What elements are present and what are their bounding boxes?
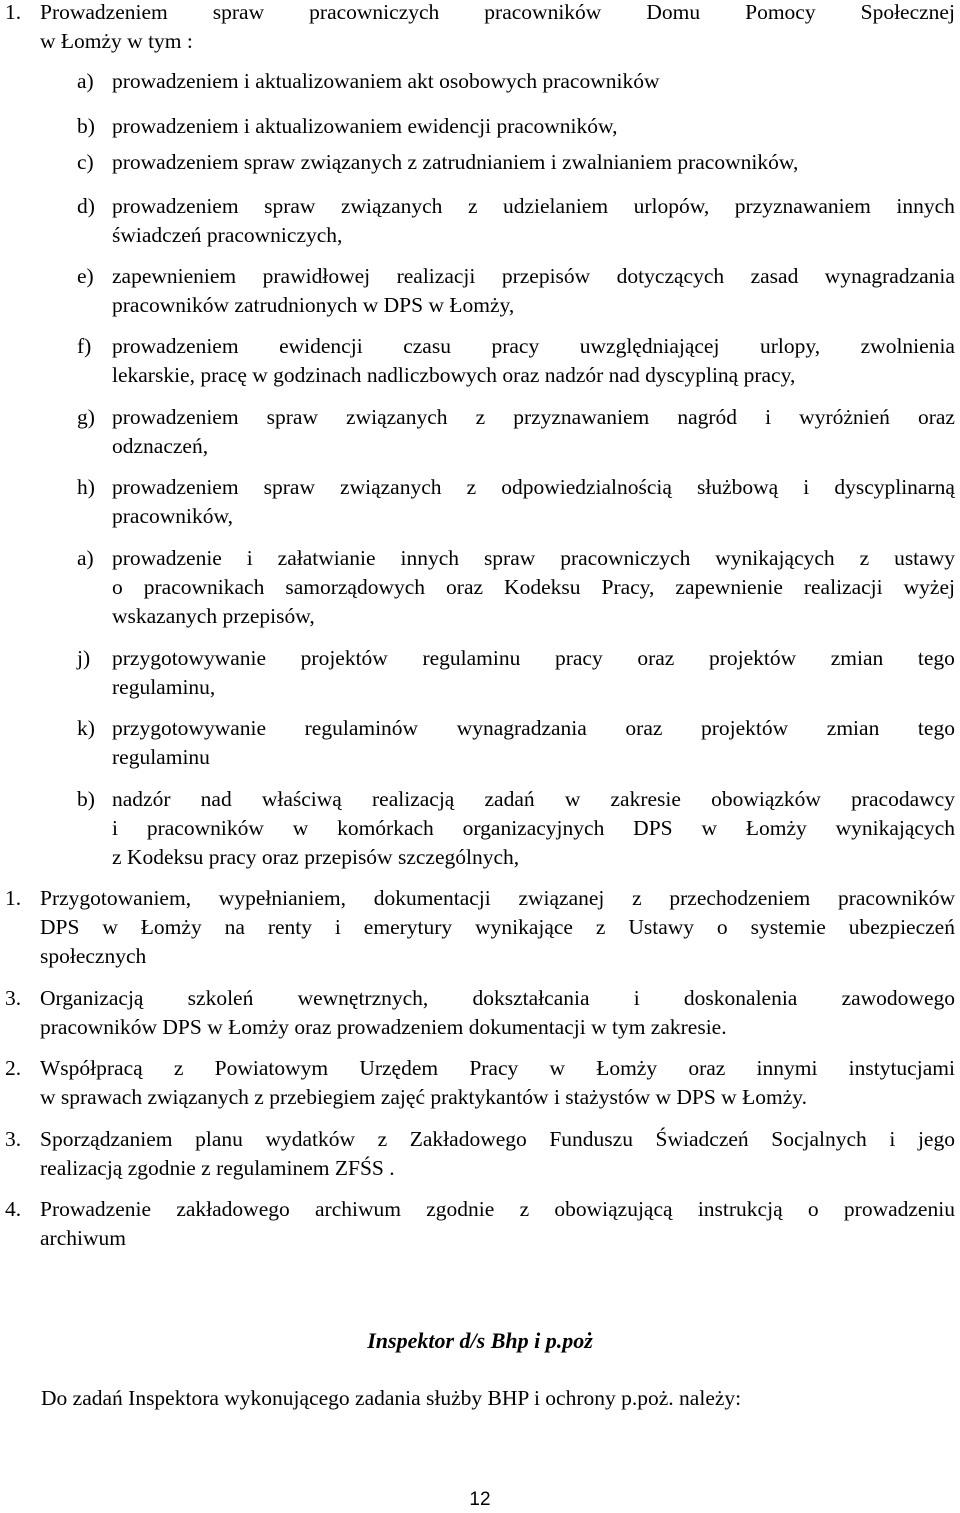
list-item-label: a) — [77, 69, 94, 93]
text-line: nadzór nad właściwą realizacją zadań w zakresie obowiązków pracodawcy — [112, 787, 955, 811]
list-item-label: 3. — [5, 1127, 22, 1151]
list-item-label: 2. — [5, 1056, 22, 1080]
section-intro: Do zadań Inspektora wykonującego zadania służby BHP i ochrony p.poż. należy: — [41, 1386, 742, 1410]
text-line: pracowników zatrudnionych w DPS w Łomży, — [112, 293, 515, 317]
text-line: prowadzeniem i aktualizowaniem akt osobowych pracowników — [112, 69, 660, 93]
list-item-label: c) — [77, 150, 94, 174]
list-item-text — [40, 1195, 955, 1253]
list-item-label: 3. — [5, 986, 22, 1010]
list-item-label: b) — [77, 787, 95, 811]
list-item-text — [112, 112, 955, 141]
list-item-text — [112, 785, 955, 872]
text-line: pracowników, — [112, 504, 234, 528]
text-line: DPS w Łomży na renty i emerytury wynikające z Ustawy o systemie ubezpieczeń — [40, 915, 955, 939]
text-line: i pracowników w komórkach organizacyjnych DPS w Łomży wynikających — [112, 816, 955, 840]
list-item-label: 1. — [5, 0, 22, 24]
text-line: społecznych — [40, 944, 147, 968]
text-line: prowadzeniem spraw związanych z zatrudnianiem i zwalnianiem pracowników, — [112, 150, 799, 174]
list-item-label: h) — [77, 475, 95, 499]
text-line: zapewnieniem prawidłowej realizacji przepisów dotyczących zasad wynagradzania — [112, 264, 955, 288]
list-item-label: 4. — [5, 1197, 22, 1221]
text-line: pracowników DPS w Łomży oraz prowadzeniem dokumentacji w tym zakresie. — [40, 1015, 727, 1039]
text-line: Prowadzeniem spraw pracowniczych pracowników Domu Pomocy Społecznej — [40, 0, 955, 24]
text-line: Organizacją szkoleń wewnętrznych, dokształcania i doskonalenia zawodowego — [40, 986, 955, 1010]
text-line: Współpracą z Powiatowym Urzędem Pracy w Łomży oraz innymi instytucjami — [40, 1056, 955, 1080]
text-line: przygotowywanie projektów regulaminu pracy oraz projektów zmian tego — [112, 646, 955, 670]
text-line: regulaminu — [112, 745, 210, 769]
text-line: odznaczeń, — [112, 434, 209, 458]
list-item-text — [112, 192, 955, 250]
list-item-label: f) — [77, 334, 92, 358]
list-item-text — [112, 67, 955, 96]
text-line: wskazanych przepisów, — [112, 604, 315, 628]
text-line: regulaminu, — [112, 675, 216, 699]
text-line: o pracownikach samorządowych oraz Kodeksu Pracy, zapewnienie realizacji wyżej — [112, 575, 955, 599]
section-heading: Inspektor d/s Bhp i p.poż — [367, 1328, 593, 1353]
page-number: 12 — [469, 1489, 491, 1510]
list-item-text — [112, 473, 955, 531]
text-line: w sprawach związanych z przebiegiem zajęć praktykantów i stażystów w DPS w Łomży. — [40, 1085, 807, 1109]
list-item-text — [40, 1125, 955, 1183]
list-item-text — [40, 0, 955, 56]
text-line: Sporządzaniem planu wydatków z Zakładowego Funduszu Świadczeń Socjalnych i jego — [40, 1127, 955, 1151]
list-item-label: d) — [77, 194, 95, 218]
text-line: lekarskie, pracę w godzinach nadliczbowych oraz nadzór nad dyscypliną pracy, — [112, 363, 796, 387]
text-line: archiwum — [40, 1226, 126, 1250]
list-item-text — [112, 403, 955, 461]
list-item-label: a) — [77, 546, 94, 570]
text-line: prowadzeniem i aktualizowaniem ewidencji pracowników, — [112, 114, 618, 138]
list-item-label: k) — [77, 716, 95, 740]
text-line: z Kodeksu pracy oraz przepisów szczególnych, — [112, 845, 520, 869]
list-item-text — [40, 984, 955, 1042]
text-line: prowadzenie i załatwianie innych spraw pracowniczych wynikających z ustawy — [112, 546, 955, 570]
text-line: świadczeń pracowniczych, — [112, 223, 343, 247]
text-line: realizacją zgodnie z regulaminem ZFŚS . — [40, 1156, 395, 1180]
list-item-text — [112, 332, 955, 390]
text-line: prowadzeniem ewidencji czasu pracy uwzględniającej urlopy, zwolnienia — [112, 334, 955, 358]
list-item-label: j) — [77, 646, 91, 670]
list-item-label: b) — [77, 114, 95, 138]
list-item-text — [112, 148, 955, 177]
text-line: prowadzeniem spraw związanych z odpowiedzialnością służbową i dyscyplinarną — [112, 475, 955, 499]
text-line: prowadzeniem spraw związanych z przyznawaniem nagród i wyróżnień oraz — [112, 405, 955, 429]
text-line: prowadzeniem spraw związanych z udzielaniem urlopów, przyznawaniem innych — [112, 194, 955, 218]
list-item-label: e) — [77, 264, 94, 288]
list-item-text — [40, 884, 955, 971]
list-item-text — [112, 262, 955, 320]
list-item-label: g) — [77, 405, 95, 429]
text-line: Przygotowaniem, wypełnianiem, dokumentacji związanej z przechodzeniem pracowników — [40, 886, 955, 910]
list-item-text — [40, 1054, 955, 1112]
list-item-text — [112, 714, 955, 772]
list-item-text — [112, 644, 955, 702]
list-item-label: 1. — [5, 886, 22, 910]
text-line: Prowadzenie zakładowego archiwum zgodnie z obowiązującą instrukcją o prowadzeniu — [40, 1197, 955, 1221]
list-item-text — [112, 544, 955, 631]
text-line: przygotowywanie regulaminów wynagradzania oraz projektów zmian tego — [112, 716, 955, 740]
text-line: w Łomży w tym : — [40, 29, 193, 53]
